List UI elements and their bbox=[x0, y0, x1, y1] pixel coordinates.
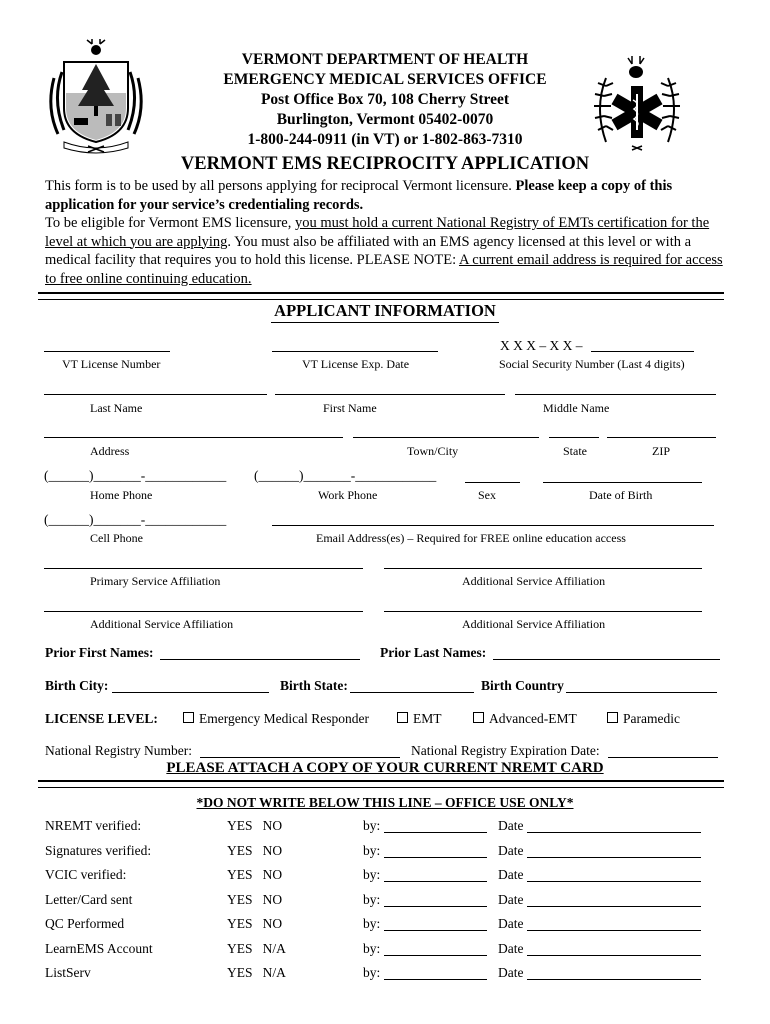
office-row-by-field[interactable] bbox=[384, 955, 487, 956]
form-title: VERMONT EMS RECIPROCITY APPLICATION bbox=[180, 154, 590, 174]
office-row-date: Date bbox=[498, 818, 524, 833]
office-row-by-field[interactable] bbox=[384, 881, 487, 882]
office-row-label: NREMT verified: bbox=[45, 818, 142, 833]
additional-affiliation-field-1[interactable] bbox=[384, 568, 702, 569]
office-row-label: Letter/Card sent bbox=[45, 891, 133, 907]
level-emt-label: EMT bbox=[413, 711, 442, 726]
level-paramedic-option[interactable] bbox=[607, 711, 680, 727]
header-line-1: VERMONT DEPARTMENT OF HEALTH bbox=[241, 51, 529, 68]
last-name-label: Last Name bbox=[90, 401, 143, 415]
email-label: Email Address(es) – Required for FREE online education access bbox=[316, 531, 626, 545]
address-field[interactable] bbox=[44, 437, 343, 438]
office-row-by: by: bbox=[363, 867, 381, 882]
header-line-3: Post Office Box 70, 108 Cherry Street bbox=[260, 91, 510, 108]
ssn-last4-field[interactable] bbox=[591, 351, 694, 352]
office-row-by-field[interactable] bbox=[384, 857, 487, 858]
office-row-options[interactable]: YES N/A bbox=[227, 965, 286, 980]
intro-p2d: A current email address is required for access to free online continuing education. bbox=[45, 252, 723, 287]
office-row bbox=[45, 916, 725, 941]
level-emr-checkbox[interactable] bbox=[183, 712, 194, 723]
level-emr-label: Emergency Medical Responder bbox=[199, 711, 369, 726]
office-row-by-field[interactable] bbox=[384, 832, 487, 833]
office-row-by-field[interactable] bbox=[384, 979, 487, 980]
office-row-date-field[interactable] bbox=[527, 979, 701, 980]
last-name-field[interactable] bbox=[44, 394, 267, 395]
email-field[interactable] bbox=[272, 525, 714, 526]
license-level-label: LICENSE LEVEL: bbox=[45, 711, 158, 726]
cell-phone-label: Cell Phone bbox=[90, 531, 143, 545]
zip-field[interactable] bbox=[607, 437, 716, 438]
office-row-date: Date bbox=[498, 842, 524, 858]
dob-field[interactable] bbox=[543, 482, 702, 483]
intro-p1a: This form is to be used by all persons applying for reciprocal Vermont licensure. bbox=[45, 178, 516, 194]
first-name-field[interactable] bbox=[275, 394, 505, 395]
prior-last-names-field[interactable] bbox=[493, 659, 720, 660]
birth-state-field[interactable] bbox=[350, 692, 474, 693]
level-aemt-checkbox[interactable] bbox=[473, 712, 484, 723]
vt-license-exp-label: VT License Exp. Date bbox=[302, 357, 410, 371]
middle-name-field[interactable] bbox=[515, 394, 716, 395]
office-row-label: LearnEMS Account bbox=[45, 940, 153, 956]
vt-license-number-field[interactable] bbox=[44, 351, 170, 352]
additional-affiliation-field-2[interactable] bbox=[44, 611, 363, 612]
office-row-options[interactable]: YES N/A bbox=[227, 940, 286, 956]
office-row-date-field[interactable] bbox=[527, 832, 701, 833]
level-aemt-label: Advanced-EMT bbox=[489, 711, 577, 726]
office-use-notice: *DO NOT WRITE BELOW THIS LINE – OFFICE USE ONLY* bbox=[196, 795, 574, 810]
office-row-date-field[interactable] bbox=[527, 857, 701, 858]
state-label: State bbox=[563, 444, 587, 458]
vermont-seal-logo bbox=[42, 38, 150, 154]
office-row-options[interactable]: YES NO bbox=[227, 916, 283, 931]
work-phone-field[interactable]: (______)_______-____________ bbox=[254, 468, 437, 483]
prior-first-names-label: Prior First Names: bbox=[45, 645, 154, 660]
attach-nremt-notice: PLEASE ATTACH A COPY OF YOUR CURRENT NREMT CARD bbox=[166, 760, 604, 776]
sex-label: Sex bbox=[478, 488, 496, 502]
office-row-date: Date bbox=[498, 940, 524, 956]
town-city-label: Town/City bbox=[407, 444, 459, 458]
section-divider bbox=[38, 292, 724, 300]
office-row-by-field[interactable] bbox=[384, 906, 487, 907]
zip-label: ZIP bbox=[652, 444, 670, 458]
office-row-by: by: bbox=[363, 940, 381, 956]
birth-state-label: Birth State: bbox=[280, 678, 348, 693]
office-row bbox=[45, 965, 725, 990]
office-row-by: by: bbox=[363, 842, 381, 858]
office-row-label: QC Performed bbox=[45, 916, 125, 931]
nr-number-label: National Registry Number: bbox=[45, 743, 192, 758]
primary-affiliation-label: Primary Service Affiliation bbox=[90, 574, 221, 588]
header-line-5: 1-800-244-0911 (in VT) or 1-802-863-7310 bbox=[247, 131, 523, 148]
header-line-2: EMERGENCY MEDICAL SERVICES OFFICE bbox=[223, 71, 547, 88]
nr-number-field[interactable] bbox=[200, 757, 400, 758]
intro-p2b: you must hold a current National Registry of EMTs certification for the level at which you are applying bbox=[45, 215, 710, 250]
level-emt-option[interactable] bbox=[397, 711, 442, 727]
office-row-by: by: bbox=[363, 818, 381, 833]
office-row-date: Date bbox=[498, 891, 524, 907]
office-row-date-field[interactable] bbox=[527, 881, 701, 882]
middle-name-label: Middle Name bbox=[543, 401, 610, 415]
work-phone-label: Work Phone bbox=[318, 488, 378, 502]
header-line-4: Burlington, Vermont 05402-0070 bbox=[276, 111, 494, 128]
additional-affiliation-label-2: Additional Service Affiliation bbox=[90, 617, 234, 631]
prior-first-names-field[interactable] bbox=[160, 659, 360, 660]
intro-p1b: Please keep a copy of this application for your service’s credentialing records. bbox=[45, 178, 673, 213]
office-row-options[interactable]: YES NO bbox=[227, 867, 283, 882]
agency-header bbox=[150, 50, 620, 150]
office-row-date-field[interactable] bbox=[527, 906, 701, 907]
home-phone-label: Home Phone bbox=[90, 488, 153, 502]
intro-text bbox=[45, 177, 725, 288]
birth-city-label: Birth City: bbox=[45, 678, 109, 693]
office-row bbox=[45, 941, 725, 966]
office-row-by-field[interactable] bbox=[384, 930, 487, 931]
ssn-label: Social Security Number (Last 4 digits) bbox=[499, 357, 685, 371]
applicant-info-heading: APPLICANT INFORMATION bbox=[274, 301, 496, 320]
additional-affiliation-label-3: Additional Service Affiliation bbox=[462, 617, 606, 631]
office-row-date-field[interactable] bbox=[527, 955, 701, 956]
level-emr-option[interactable] bbox=[183, 711, 369, 727]
nr-exp-label: National Registry Expiration Date: bbox=[411, 743, 600, 758]
level-aemt-option[interactable] bbox=[473, 711, 577, 727]
level-paramedic-label: Paramedic bbox=[623, 711, 680, 726]
additional-affiliation-label-1: Additional Service Affiliation bbox=[462, 574, 606, 588]
office-row-date: Date bbox=[498, 916, 524, 931]
home-phone-field[interactable]: (______)_______-____________ bbox=[44, 468, 227, 483]
additional-affiliation-field-3[interactable] bbox=[384, 611, 702, 612]
prior-last-names-label: Prior Last Names: bbox=[380, 645, 487, 660]
level-emt-checkbox[interactable] bbox=[397, 712, 408, 723]
office-row-by: by: bbox=[363, 891, 381, 907]
office-row-by: by: bbox=[363, 965, 381, 980]
address-label: Address bbox=[90, 444, 130, 458]
birth-country-field[interactable] bbox=[566, 692, 717, 693]
office-row-by: by: bbox=[363, 916, 381, 931]
vt-license-number-label: VT License Number bbox=[62, 357, 161, 371]
primary-affiliation-field[interactable] bbox=[44, 568, 363, 569]
office-row-label: VCIC verified: bbox=[45, 867, 127, 882]
sex-field[interactable] bbox=[465, 482, 520, 483]
office-row-date: Date bbox=[498, 867, 524, 882]
cell-phone-field[interactable]: (______)_______-____________ bbox=[44, 512, 227, 527]
office-row-options[interactable]: YES NO bbox=[227, 842, 283, 858]
vt-license-exp-field[interactable] bbox=[272, 351, 438, 352]
town-city-field[interactable] bbox=[353, 437, 539, 438]
office-row-date: Date bbox=[498, 965, 524, 980]
office-row bbox=[45, 892, 725, 917]
nr-exp-field[interactable] bbox=[608, 757, 718, 758]
intro-p2c: . You must also be affiliated with an EMS agency licensed at this level or with a medical facility that requires you to hold this license. PLEASE NOTE: bbox=[45, 233, 692, 268]
office-row-options[interactable]: YES NO bbox=[227, 891, 283, 907]
office-row bbox=[45, 867, 725, 892]
office-row bbox=[45, 818, 725, 843]
birth-country-label: Birth Country bbox=[481, 678, 564, 693]
dob-label: Date of Birth bbox=[589, 488, 653, 502]
heading-underline bbox=[271, 322, 499, 323]
office-row-options[interactable]: YES NO bbox=[227, 818, 283, 833]
intro-p2a: To be eligible for Vermont EMS licensure, bbox=[45, 215, 295, 231]
office-row bbox=[45, 843, 725, 868]
office-use-divider bbox=[38, 780, 724, 788]
office-row-label: ListServ bbox=[45, 965, 91, 980]
birth-city-field[interactable] bbox=[112, 692, 269, 693]
level-paramedic-checkbox[interactable] bbox=[607, 712, 618, 723]
state-field[interactable] bbox=[549, 437, 599, 438]
office-row-date-field[interactable] bbox=[527, 930, 701, 931]
office-row-label: Signatures verified: bbox=[45, 842, 152, 858]
office-use-table bbox=[45, 818, 725, 990]
first-name-label: First Name bbox=[323, 401, 377, 415]
ssn-prefix: X X X – X X – bbox=[500, 338, 583, 353]
